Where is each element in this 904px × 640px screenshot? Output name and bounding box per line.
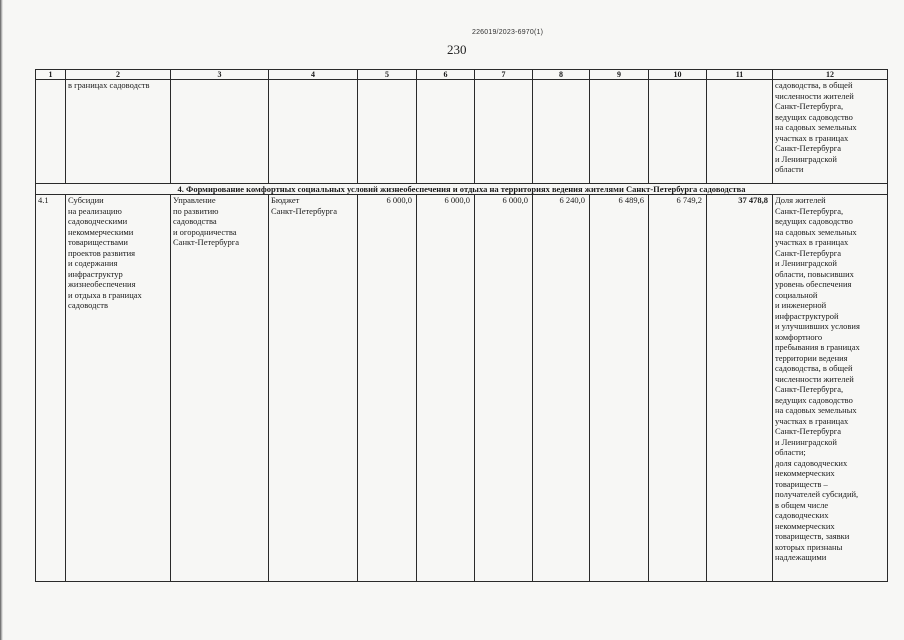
column-number-row (36, 70, 888, 80)
page-number: 230 (447, 42, 467, 57)
value-col10: 6 749,2 (649, 195, 707, 582)
scan-edge (0, 0, 3, 640)
value-col9: 6 489,6 (590, 195, 649, 582)
table-cell (533, 80, 590, 184)
column-header: 11 (707, 70, 773, 80)
value-col5: 6 000,0 (358, 195, 417, 582)
continued-row (36, 80, 888, 184)
column-header: 5 (358, 70, 417, 80)
row-number: 4.1 (36, 195, 66, 582)
column-header: 9 (590, 70, 649, 80)
column-header: 1 (36, 70, 66, 80)
funding-source: Бюджет Санкт-Петербурга (269, 195, 358, 582)
table-cell (36, 80, 66, 184)
measure-name: Субсидии на реализацию садоводческими некоммерческими товариществами проектов развития и содержания инфраструктур жизнеобеспечения и отдыха в границах садоводств (66, 195, 171, 582)
column-header: 8 (533, 70, 590, 80)
value-col7: 6 000,0 (475, 195, 533, 582)
table-cell: в границах садоводств (66, 80, 171, 184)
program-table (35, 69, 888, 582)
section-row (36, 184, 888, 195)
column-header: 3 (171, 70, 269, 80)
table-row (36, 195, 888, 582)
value-col6: 6 000,0 (417, 195, 475, 582)
expected-result: Доля жителей Санкт-Петербурга, ведущих садоводство на садовых земельных участках в границах Санкт-Петербурга и Ленинградской области, повысивших уровень обеспечения социальной и инженерной инфраструктурой и улучшивших условия комфортного пребывания в границах территории ведения садоводства, в общей численности жителей Санкт-Петербурга, ведущих садоводство на садовых земельных участках в границах Санкт-Петербурга и Ленинградской области; доля садоводческих некоммерческих товариществ – получателей субсидий, в общем числе садоводческих некоммерческих товариществ, заявки которых признаны надлежащими (773, 195, 888, 582)
executor: Управление по развитию садоводства и огородничества Санкт-Петербурга (171, 195, 269, 582)
table-cell: садоводства, в общей численности жителей Санкт-Петербурга, ведущих садоводство на садовых земельных участках в границах Санкт-Петербурга и Ленинградской области (773, 80, 888, 184)
table-cell (269, 80, 358, 184)
column-header: 10 (649, 70, 707, 80)
column-header: 7 (475, 70, 533, 80)
total-value: 37 478,8 (707, 195, 773, 582)
column-header: 12 (773, 70, 888, 80)
table-cell (649, 80, 707, 184)
table-cell (590, 80, 649, 184)
column-header: 4 (269, 70, 358, 80)
document-number: 226019/2023-6970(1) (472, 29, 544, 36)
column-header: 6 (417, 70, 475, 80)
value-col8: 6 240,0 (533, 195, 590, 582)
table-cell (417, 80, 475, 184)
table-cell (171, 80, 269, 184)
table-cell (358, 80, 417, 184)
column-header: 2 (66, 70, 171, 80)
table-cell (707, 80, 773, 184)
section-title: 4. Формирование комфортных социальных условий жизнеобеспечения и отдыха на территориях ведения жителями Санкт-Петербурга садоводства (36, 184, 888, 195)
table-cell (475, 80, 533, 184)
